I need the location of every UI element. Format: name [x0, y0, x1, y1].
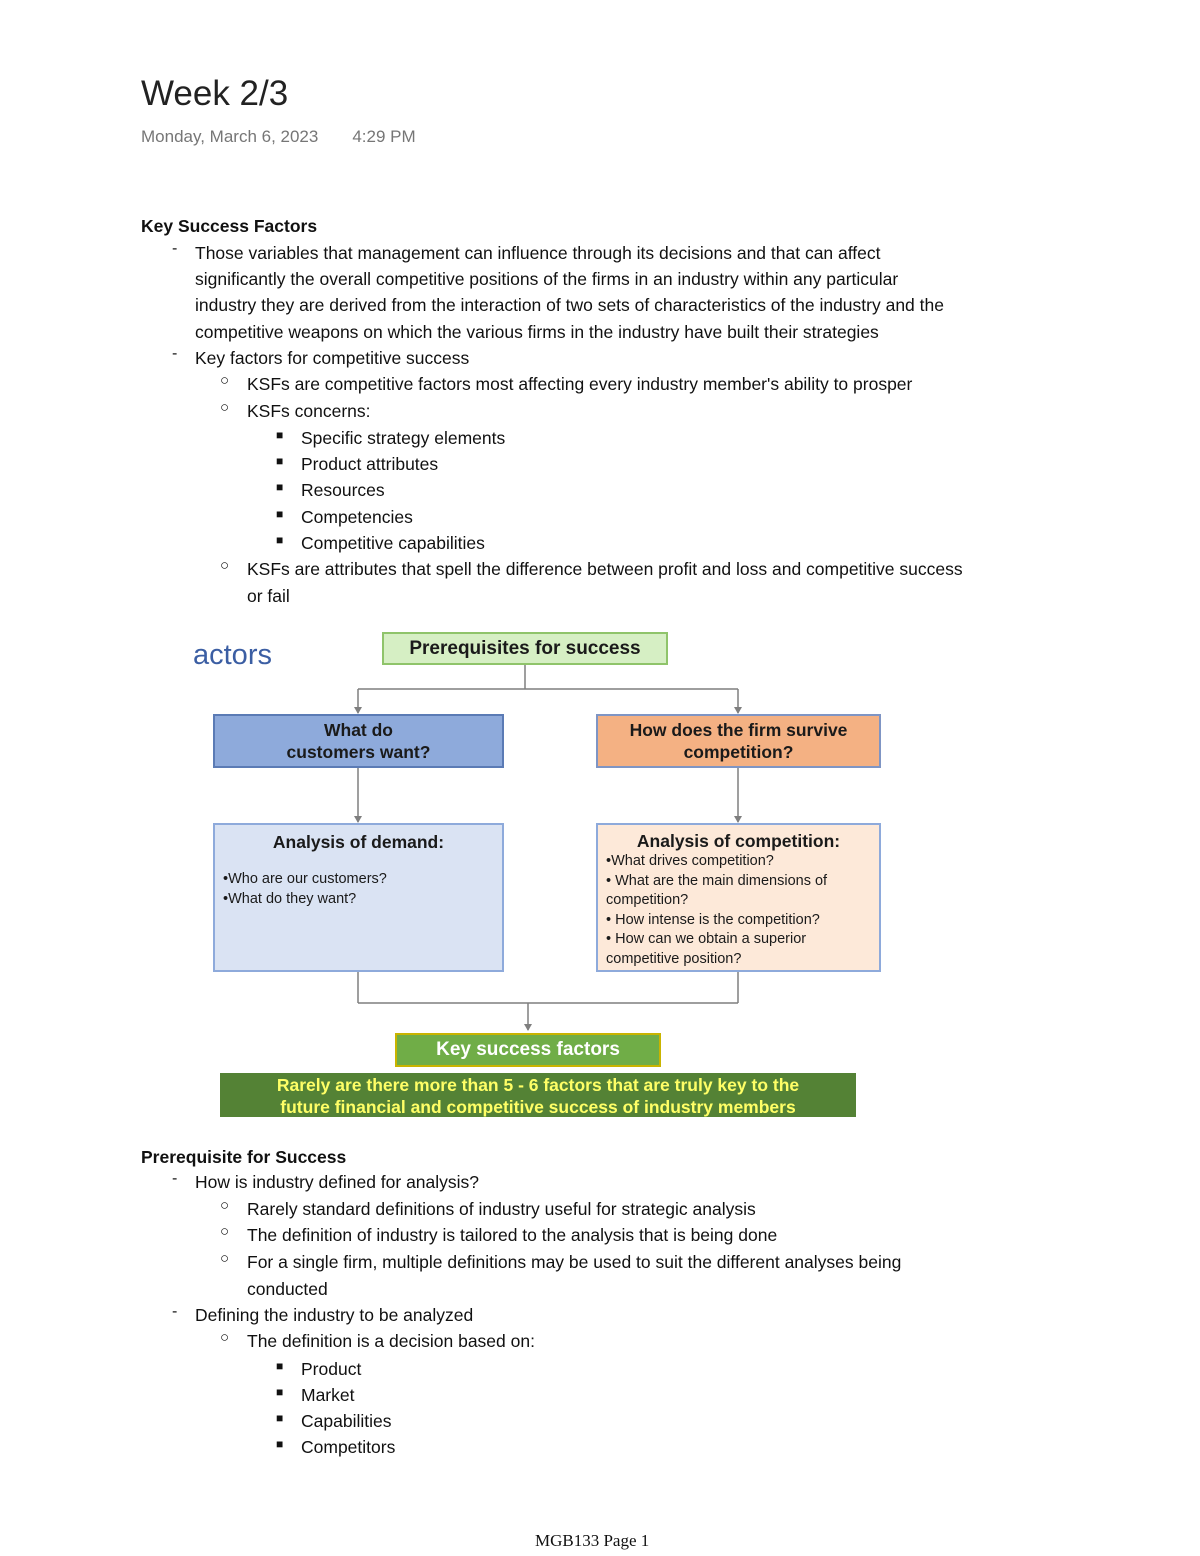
page-title: Week 2/3 [141, 74, 289, 113]
list-item: Rarely standard definitions of industry useful for strategic analysis [247, 1199, 756, 1219]
note-line: future financial and competitive success of industry members [280, 1097, 796, 1117]
competition-analysis-title: Analysis of competition: [636, 831, 841, 851]
arrowhead-icon [354, 707, 362, 714]
list-item: The definition of industry is tailored to the analysis that is being done [247, 1225, 778, 1245]
arrowhead-icon [354, 816, 362, 823]
paragraph-line: significantly the overall competitive positions of the firms in an industry within any particular [195, 269, 899, 289]
page-footer: MGB133 Page 1 [535, 1531, 650, 1550]
square-bullet-icon: ■ [276, 1411, 284, 1425]
list-item: For a single firm, multiple definitions may be used to suit the different analyses being [247, 1252, 902, 1272]
arrowhead-icon [734, 707, 742, 714]
factors-note-banner [220, 1073, 856, 1117]
square-bullet-icon: ■ [276, 1437, 284, 1451]
dash-bullet: - [172, 345, 178, 362]
paragraph-line: industry they are derived from the interaction of two sets of characteristics of the industry and the [195, 295, 944, 315]
arrowhead-icon [524, 1024, 532, 1031]
competition-item: competitive position? [606, 950, 742, 967]
key-success-factors-diagram [190, 625, 890, 1120]
survive-competition-box [596, 714, 881, 768]
circle-bullet-icon: ○ [220, 399, 230, 416]
square-bullet-icon: ■ [276, 533, 284, 547]
competition-item: • How can we obtain a superior [606, 931, 807, 947]
list-item: Product attributes [301, 454, 439, 474]
list-item: Capabilities [301, 1411, 392, 1431]
list-item: Competencies [301, 507, 413, 527]
competition-item: competition? [606, 892, 689, 908]
square-bullet-icon: ■ [276, 507, 284, 521]
diagram-partial-title: actors [193, 639, 272, 671]
key-success-factors-box: Key success factors [395, 1033, 661, 1067]
list-item: How is industry defined for analysis? [195, 1172, 480, 1192]
square-bullet-icon: ■ [276, 480, 284, 494]
competition-item: • What are the main dimensions of [606, 872, 828, 889]
page-time: 4:29 PM [352, 127, 416, 146]
section-heading-key-success-factors: Key Success Factors [141, 216, 318, 236]
section-heading-prerequisite: Prerequisite for Success [141, 1147, 347, 1167]
demand-item: •What do they want? [223, 890, 357, 907]
list-item: Product [301, 1359, 362, 1379]
list-item: Defining the industry to be analyzed [195, 1305, 474, 1325]
dash-bullet: - [172, 1303, 178, 1320]
list-item: KSFs are competitive factors most affecting every industry member's ability to prosper [247, 374, 913, 394]
arrowhead-icon [734, 816, 742, 823]
list-item: KSFs are attributes that spell the difference between profit and loss and competitive success [247, 559, 963, 579]
prerequisites-box: Prerequisites for success [382, 632, 668, 665]
list-item: Specific strategy elements [301, 428, 506, 448]
demand-item: •Who are our customers? [223, 871, 387, 887]
competition-analysis-box [596, 823, 881, 972]
list-item: Competitors [301, 1437, 396, 1457]
list-item: The definition is a decision based on: [247, 1331, 535, 1351]
paragraph-line: Those variables that management can influence through its decisions and that can affect [195, 243, 881, 263]
list-item: KSFs concerns: [247, 401, 371, 421]
box-line: competition? [683, 742, 794, 762]
square-bullet-icon: ■ [276, 454, 284, 468]
circle-bullet-icon: ○ [220, 557, 230, 574]
circle-bullet-icon: ○ [220, 1250, 230, 1267]
page-datetime [141, 127, 416, 147]
demand-analysis-title: Analysis of demand: [272, 832, 445, 852]
page-date: Monday, March 6, 2023 [141, 127, 319, 146]
circle-bullet-icon: ○ [220, 1223, 230, 1240]
note-line: Rarely are there more than 5 - 6 factors that are truly key to the [276, 1075, 800, 1095]
dash-bullet: - [172, 240, 178, 257]
customers-want-box [213, 714, 504, 768]
circle-bullet-icon: ○ [220, 372, 230, 389]
demand-analysis-box [213, 823, 504, 972]
square-bullet-icon: ■ [276, 428, 284, 442]
list-item: Competitive capabilities [301, 533, 485, 553]
paragraph-line: competitive weapons on which the various firms in the industry have built their strategies [195, 322, 879, 342]
list-item-continuation: conducted [247, 1279, 328, 1299]
square-bullet-icon: ■ [276, 1359, 284, 1373]
dash-bullet: - [172, 1170, 178, 1187]
circle-bullet-icon: ○ [220, 1329, 230, 1346]
box-line: What do [323, 720, 393, 740]
competition-item: • How intense is the competition? [606, 911, 820, 928]
box-line: customers want? [286, 742, 431, 762]
list-item: Key factors for competitive success [195, 348, 470, 368]
circle-bullet-icon: ○ [220, 1197, 230, 1214]
square-bullet-icon: ■ [276, 1385, 284, 1399]
box-line: How does the firm survive [629, 720, 848, 740]
list-item-continuation: or fail [247, 586, 290, 606]
list-item: Market [301, 1385, 355, 1405]
competition-item: •What drives competition? [606, 853, 774, 869]
list-item: Resources [301, 480, 385, 500]
